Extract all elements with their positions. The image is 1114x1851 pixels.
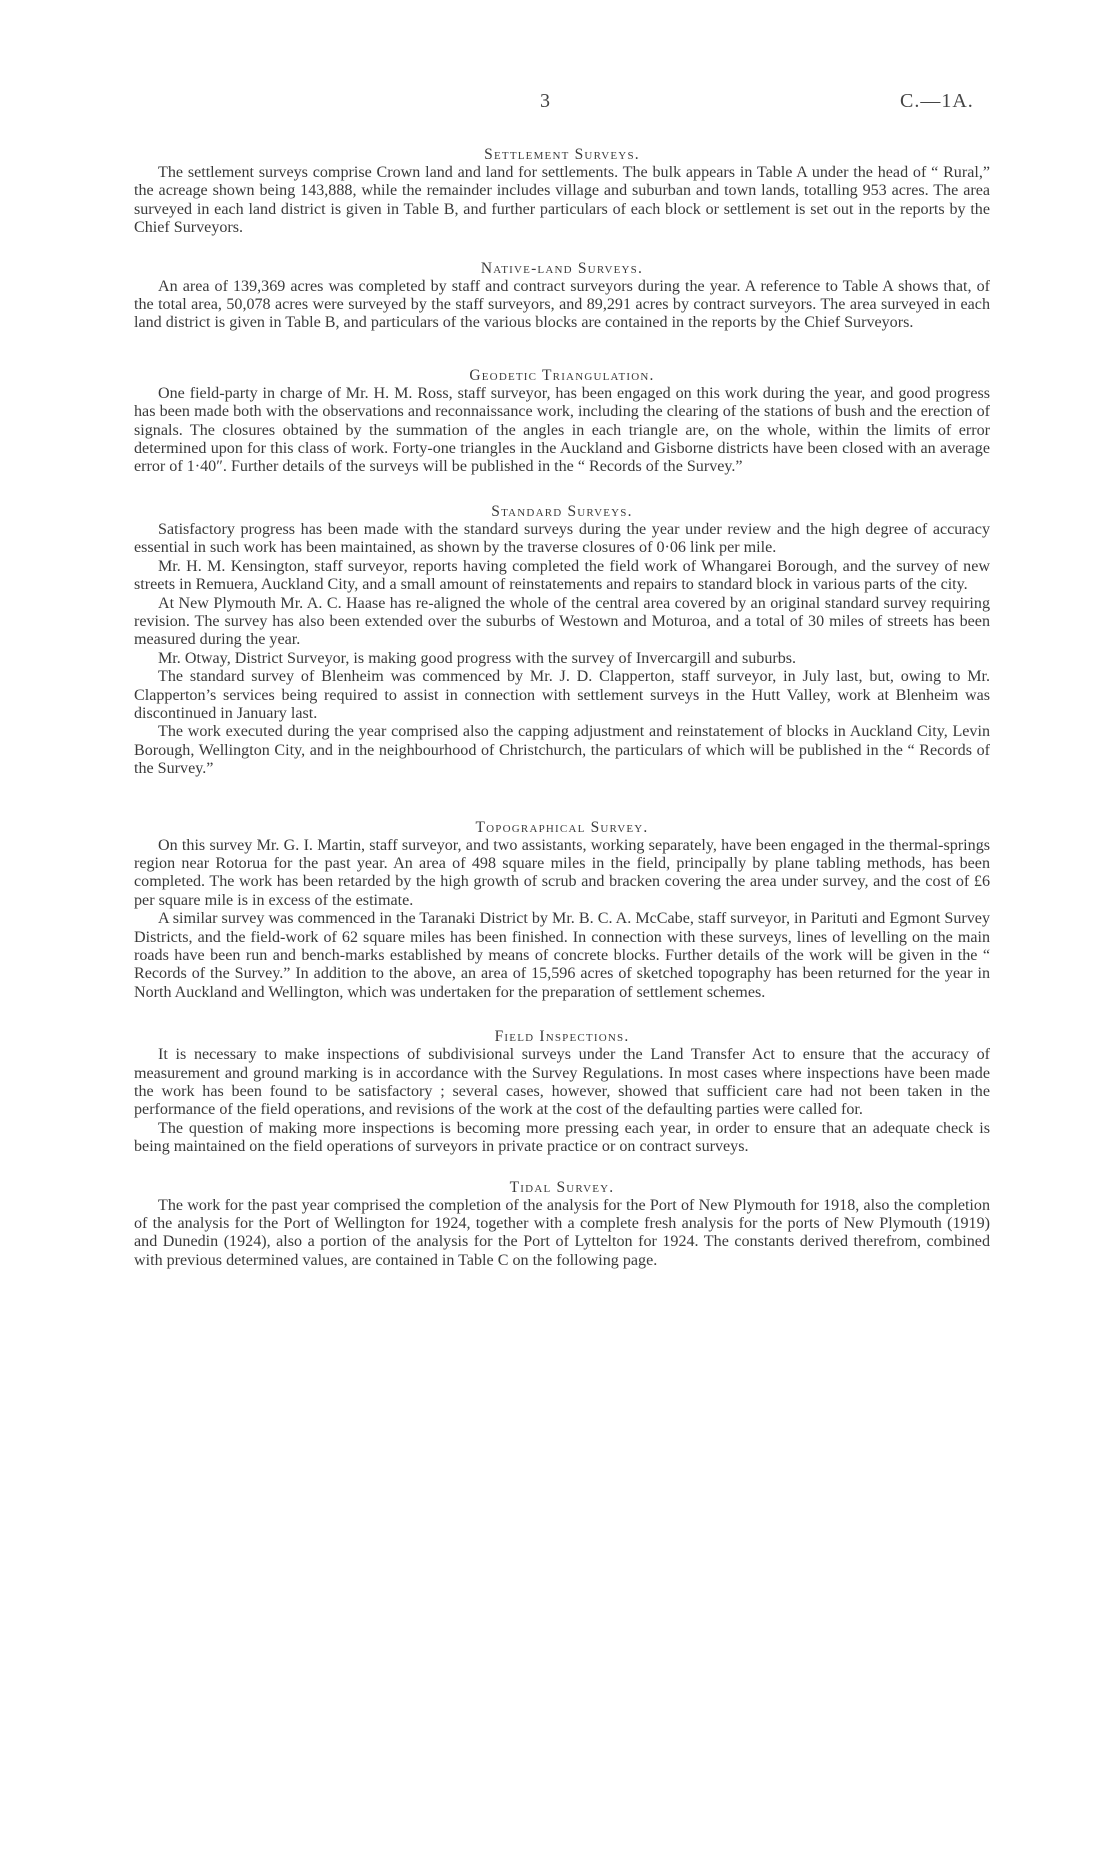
section-heading: Geodetic Triangulation. [469,366,655,384]
section-heading: Topographical Survey. [475,818,649,836]
section-tidal-survey [134,1179,990,1271]
paragraph: Mr. Otway, District Surveyor, is making good progress with the survey of Invercargill and suburbs. [158,649,797,667]
section-heading: Tidal Survey. [509,1178,615,1196]
section-field-inspections [134,1028,990,1156]
paragraph: The work for the past year comprised the completion of the analysis for the Port of New Plymouth for 1918, also the completion of the analysis for the Port of Wellington for 1924, together with a complete fresh analysis for the ports of New Plymouth (1919) and Dunedin (1924), also a portion of the analysis for the Port of Lyttelton for 1924. The constants derived therefrom, combined with previous determined values, are contained in Table C on the following page. [134,1196,990,1269]
section-geodetic-triangulation [134,367,990,477]
paragraph: The settlement surveys comprise Crown land and land for settlements. The bulk appears in Table A under the head of “ Rural,” the acreage shown being 143,888, while the remainder includes village and suburban and town lands, totalling 953 acres. The area surveyed in each land district is given in Table B, and further particulars of each block or settlement is set out in the reports by the Chief Surveyors. [134,164,990,237]
paragraph: At New Plymouth Mr. A. C. Haase has re-aligned the whole of the central area covered by an original standard survey requiring revision. The survey has also been extended over the suburbs of Westown and Moturoa, and a total of 30 miles of streets has been measured during the year. [134,594,990,649]
section-heading: Settlement Surveys. [484,146,640,163]
section-native-land-surveys [134,260,990,333]
section-topographical-survey [134,819,990,1003]
paragraph: The question of making more inspections is becoming more pressing each year, in order to ensure that an adequate check is being maintained on the field operations of surveyors in private practice or on contract surveys. [134,1119,990,1156]
section-standard-surveys [134,503,990,779]
page-number: 3 [540,90,550,112]
paragraph: Mr. H. M. Kensington, staff surveyor, reports having completed the field work of Whangarei Borough, and the survey of new streets in Remuera, Auckland City, and a small amount of reinstatements and repairs to standard block in various parts of the city. [134,557,990,594]
paragraph: On this survey Mr. G. I. Martin, staff surveyor, and two assistants, working separately, have been engaged in the thermal-springs region near Rotorua for the past year. An area of 498 square miles in the field, principally by plane tabling methods, has been completed. The work has been retarded by the high growth of scrub and bracken covering the area under survey, and the cost of £6 per square mile is in excess of the estimate. [134,836,990,909]
paragraph: One field-party in charge of Mr. H. M. Ross, staff surveyor, has been engaged on this work during the year, and good progress has been made both with the observations and reconnaissance work, including the clearing of the stations of bush and the erection of signals. The closures obtained by the summation of the angles in each triangle are, on the whole, within the limits of error determined upon for this class of work. Forty-one triangles in the Auckland and Gisborne districts have been closed with an average error of 1·40″. Further details of the surveys will be published in the “ Records of the Survey.” [134,384,990,476]
section-heading: Field Inspections. [494,1028,630,1046]
document-code: C.—1A. [900,90,974,112]
section-heading: Native-land Surveys. [480,259,644,277]
page-content [134,146,990,1270]
paragraph: The standard survey of Blenheim was commenced by Mr. J. D. Clapperton, staff surveyor, in July last, but, owing to Mr. Clapperton’s services being required to assist in connection with settlement surveys in the Hutt Valley, work at Blenheim was discontinued in January last. [134,668,990,722]
paragraph: A similar survey was commenced in the Taranaki District by Mr. B. C. A. McCabe, staff surveyor, in Parituti and Egmont Survey Districts, and the field-work of 62 square miles has been finished. In connection with these surveys, lines of levelling on the main roads have been run and bench-marks established by means of concrete blocks. Further details of the work will be given in the “ Records of the Survey.” In addition to the above, an area of 15,596 acres of sketched topography has been returned for the year in North Auckland and Wellington, which was undertaken for the preparation of settlement schemes. [134,910,990,1001]
page-header [0,92,1114,116]
paragraph: It is necessary to make inspections of subdivisional surveys under the Land Transfer Act to ensure that the accuracy of measurement and ground marking is in accordance with the Survey Regulations. In most cases where inspections have been made the work has been found to be satisfactory ; several cases, however, showed that sufficient care had not been taken in the performance of the field operations, and revisions of the work at the cost of the defaulting parties were called for. [134,1046,990,1119]
section-settlement-surveys [134,146,990,238]
paragraph: Satisfactory progress has been made with the standard surveys during the year under review and the high degree of accuracy essential in such work has been maintained, as shown by the traverse closures of 0·06 link per mile. [134,520,990,557]
paragraph: An area of 139,369 acres was completed by staff and contract surveyors during the year. A reference to Table A shows that, of the total area, 50,078 acres were surveyed by the staff surveyors, and 89,291 acres by contract surveyors. The area surveyed in each land district is given in Table B, and particulars of the various blocks are contained in the reports by the Chief Surveyors. [134,277,990,332]
paragraph: The work executed during the year comprised also the capping adjustment and reinstatement of blocks in Auckland City, Levin Borough, Wellington City, and in the neighbourhood of Christchurch, the particulars of which will be published in the “ Records of the Survey.” [134,723,990,778]
section-heading: Standard Surveys. [491,502,633,520]
